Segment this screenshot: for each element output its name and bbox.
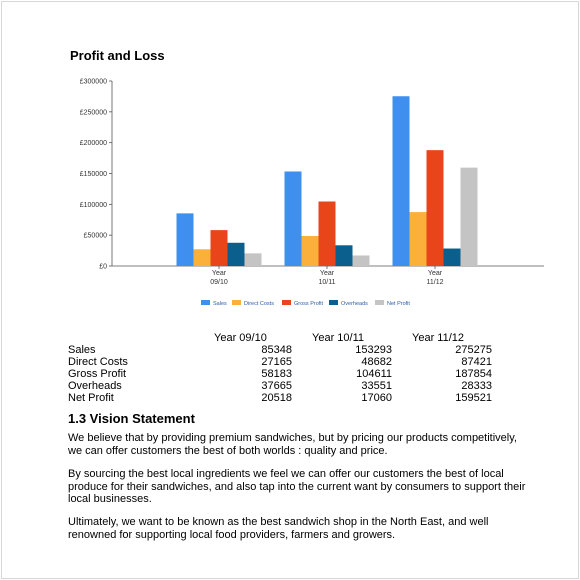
table-header-row	[68, 331, 492, 344]
legend-swatch	[201, 300, 210, 305]
table-header-blank	[68, 331, 206, 344]
table-row	[68, 380, 492, 392]
legend-label: Gross Profit	[294, 301, 324, 307]
cell-value: 275275	[455, 344, 492, 356]
x-tick-label: Year	[319, 270, 335, 277]
x-tick-label: 10/11	[318, 279, 336, 286]
legend-swatch	[375, 300, 384, 305]
legend-swatch	[282, 300, 291, 305]
bar-overheads	[336, 245, 353, 266]
y-tick-label: £150000	[79, 171, 107, 178]
legend-swatch	[329, 300, 338, 305]
x-tick-label: Year	[427, 270, 443, 277]
x-tick-label: Year	[211, 270, 227, 277]
row-label: Direct Costs	[68, 356, 128, 368]
cell-value: 85348	[261, 344, 292, 356]
bar-overheads	[228, 243, 245, 266]
paragraph: We believe that by providing premium sandwiches, but by pricing our products competitively, we can offer customers the best of both worlds : quality and price.	[68, 432, 517, 457]
cell-value: 159521	[455, 392, 492, 404]
bar-direct-costs	[410, 212, 427, 266]
legend-label: Sales	[213, 301, 227, 307]
paragraph: By sourcing the best local ingredients we feel we can offer our customers the best of local produce for their sandwiches, and also tap into the current want by consumers to support their local businesses.	[68, 468, 526, 505]
bar-sales	[393, 96, 410, 266]
y-tick-label: £0	[99, 263, 107, 271]
cell-value: 37665	[261, 380, 292, 392]
bar-gross-profit	[211, 230, 228, 266]
profit-loss-table	[68, 331, 492, 404]
paragraph: Ultimately, we want to be known as the best sandwich shop in the North East, and well renowned for supporting local food providers, farmers and growers.	[68, 516, 489, 541]
bar-net-profit	[461, 168, 478, 266]
legend-swatch	[232, 300, 241, 305]
bar-net-profit	[245, 253, 262, 266]
section-heading: 1.3 Vision Statement	[68, 411, 195, 426]
cell-value: 17060	[361, 392, 392, 404]
table-header-year-09-10: Year 09/10	[214, 331, 267, 344]
table-header-year-11-12: Year 11/12	[412, 331, 464, 344]
row-label: Sales	[68, 344, 96, 356]
cell-value: 48682	[361, 356, 392, 368]
row-label: Net Profit	[68, 392, 114, 404]
y-tick-label: £250000	[79, 109, 107, 117]
table-row	[68, 392, 492, 404]
bar-sales	[177, 213, 194, 266]
cell-value: 87421	[461, 356, 492, 368]
cell-value: 104611	[356, 368, 392, 380]
bar-gross-profit	[319, 201, 336, 266]
y-tick-label: £100000	[79, 201, 107, 209]
table-row	[68, 344, 492, 356]
bar-gross-profit	[427, 150, 444, 266]
table-row	[68, 368, 492, 380]
x-tick-label: 11/12	[426, 279, 444, 286]
cell-value: 27165	[261, 356, 292, 368]
bar-sales	[285, 171, 302, 266]
y-tick-label: £200000	[79, 140, 107, 148]
cell-value: 153293	[355, 344, 392, 356]
bar-direct-costs	[302, 236, 319, 266]
row-label: Overheads	[68, 380, 122, 392]
cell-value: 28333	[461, 380, 492, 392]
table-row	[68, 356, 492, 368]
cell-value: 58183	[261, 368, 292, 380]
legend-label: Overheads	[341, 301, 368, 307]
x-tick-label: 09/10	[210, 279, 228, 286]
cell-value: 187854	[455, 368, 492, 380]
row-label: Gross Profit	[68, 368, 127, 380]
y-tick-label: £300000	[79, 78, 107, 86]
bar-net-profit	[353, 255, 370, 266]
legend-label: Net Profit	[387, 301, 410, 307]
table-header-year-10-11: Year 10/11	[312, 331, 364, 344]
legend-label: Direct Costs	[244, 301, 274, 307]
bar-overheads	[444, 249, 461, 266]
cell-value: 33551	[361, 380, 392, 392]
y-tick-label: £50000	[83, 232, 107, 240]
cell-value: 20518	[261, 392, 292, 404]
chart-heading: Profit and Loss	[70, 48, 165, 63]
bar-direct-costs	[194, 249, 211, 266]
